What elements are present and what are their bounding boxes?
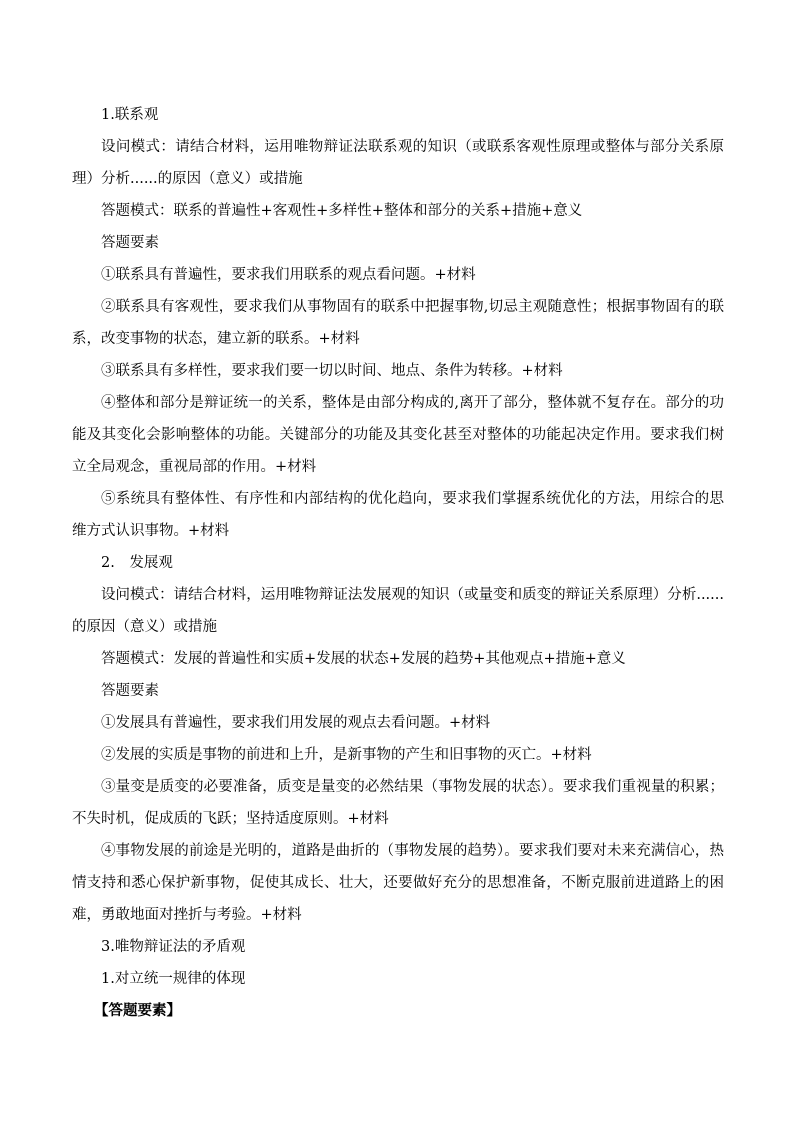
development-point-4: ④事物发展的前途是光明的，道路是曲折的（事物发展的趋势）。要求我们要对未来充满信心，热情支持和悉心保护新事物，促使其成长、壮大，还要做好充分的思想准备，不断克服前进道路上的困难，勇敢地面对挫折与考验。+材料: [72, 843, 724, 923]
document-page: [72, 99, 724, 1027]
connection-point-2: ②联系具有客观性，要求我们从事物固有的联系中把握事物,切忌主观随意性；根据事物固有的联系，改变事物的状态，建立新的联系。+材料: [72, 299, 724, 347]
section-heading-development: 2. 发展观: [101, 555, 173, 571]
section-heading-contradiction: 3.唯物辩证法的矛盾观: [101, 939, 246, 955]
subsection-unity-of-opposites: 1.对立统一规律的体现: [101, 971, 246, 987]
answer-mode-development: 答题模式：发展的普遍性和实质+发展的状态+发展的趋势+其他观点+措施+意义: [101, 651, 626, 667]
answer-elements-bold-label: 【答题要素】: [94, 1002, 181, 1019]
connection-point-5: ⑤系统具有整体性、有序性和内部结构的优化趋向，要求我们掌握系统优化的方法，用综合的思维方式认识事物。+材料: [72, 491, 724, 539]
question-mode-development: 设问模式：请结合材料，运用唯物辩证法发展观的知识（或量变和质变的辩证关系原理）分析......的原因（意义）或措施: [72, 587, 724, 635]
question-mode-connection: 设问模式：请结合材料，运用唯物辩证法联系观的知识（或联系客观性原理或整体与部分关系原理）分析......的原因（意义）或措施: [72, 139, 724, 187]
answer-elements-label: 答题要素: [101, 683, 159, 699]
connection-point-4: ④整体和部分是辩证统一的关系，整体是由部分构成的,离开了部分，整体就不复存在。部分的功能及其变化会影响整体的功能。关键部分的功能及其变化甚至对整体的功能起决定作用。要求我们树立全局观念，重视局部的作用。+材料: [72, 395, 724, 475]
development-point-2: ②发展的实质是事物的前进和上升，是新事物的产生和旧事物的灭亡。+材料: [101, 747, 592, 763]
development-point-1: ①发展具有普遍性，要求我们用发展的观点去看问题。+材料: [101, 715, 491, 731]
connection-point-3: ③联系具有多样性，要求我们要一切以时间、地点、条件为转移。+材料: [101, 363, 563, 379]
section-heading-connection: 1.联系观: [101, 107, 159, 123]
connection-point-1: ①联系具有普遍性，要求我们用联系的观点看问题。+材料: [101, 267, 476, 283]
development-point-3: ③量变是质变的必要准备，质变是量变的必然结果（事物发展的状态）。要求我们重视量的积累；不失时机，促成质的飞跃；坚持适度原则。+材料: [72, 779, 724, 827]
answer-elements-label: 答题要素: [101, 235, 159, 251]
answer-mode-connection: 答题模式：联系的普遍性+客观性+多样性+整体和部分的关系+措施+意义: [101, 203, 583, 219]
